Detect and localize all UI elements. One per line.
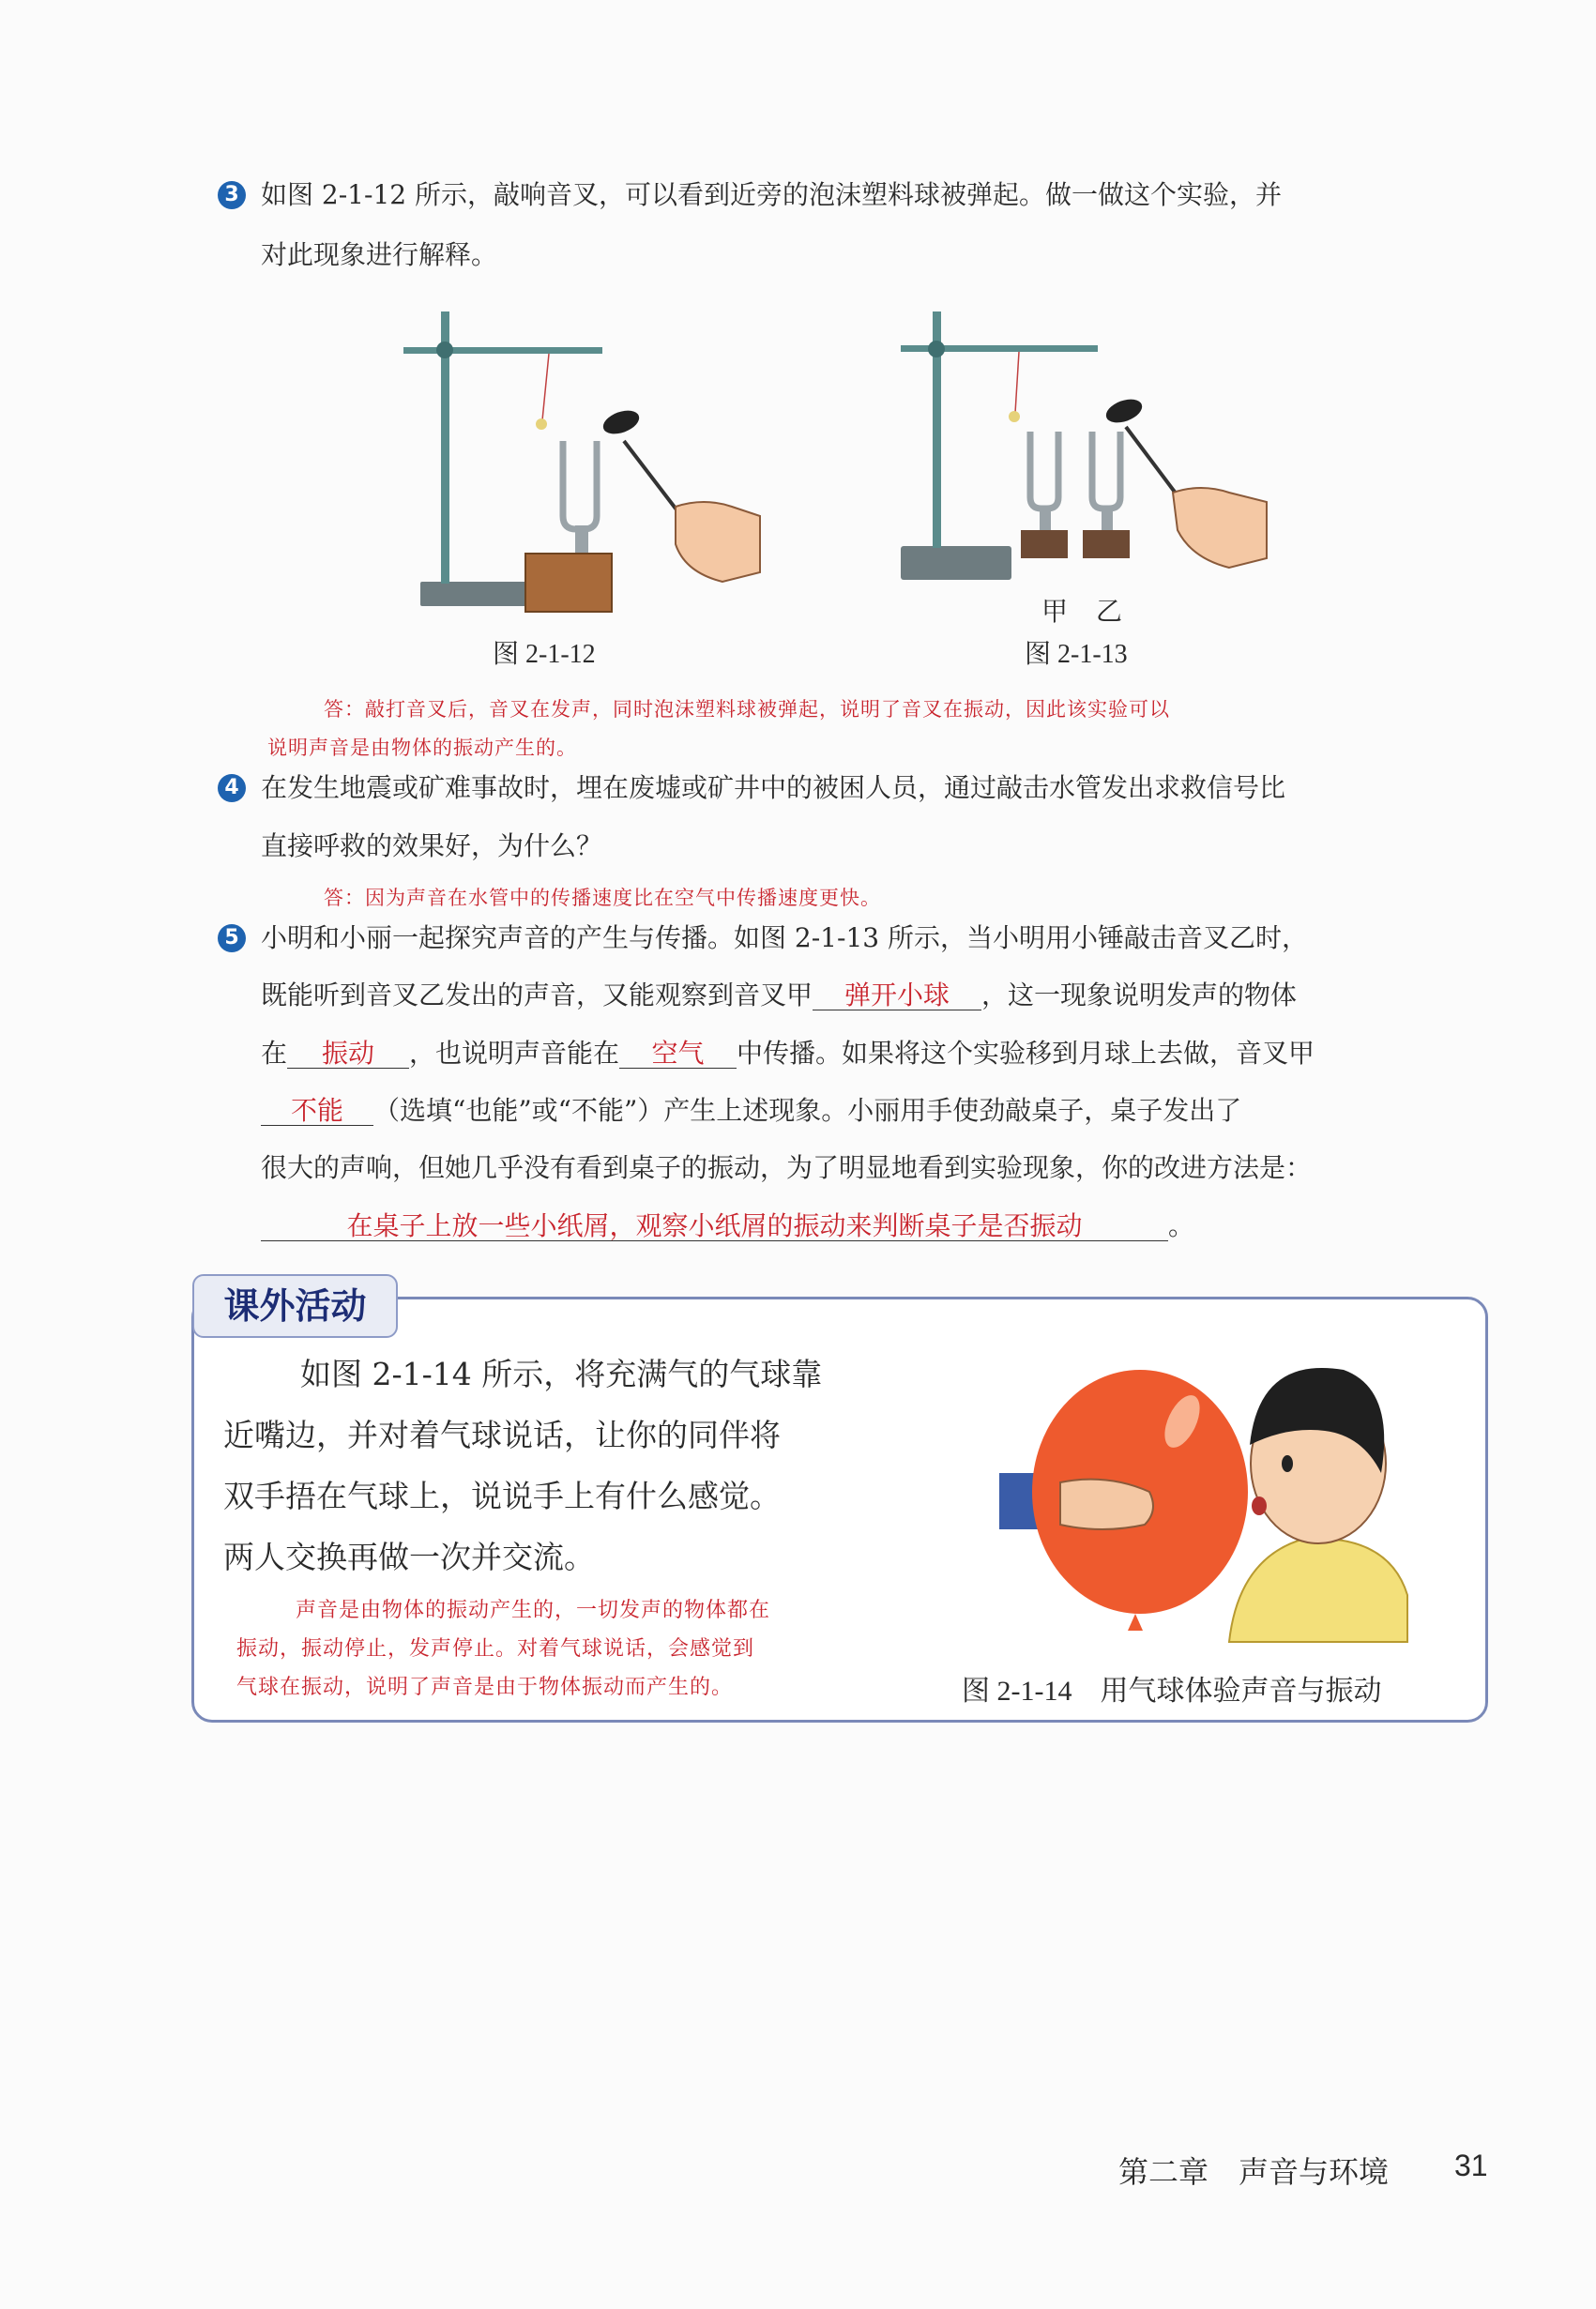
activity-text-line2: 近嘴边，并对着气球说话，让你的同伴将 (223, 1417, 781, 1453)
figure-2-1-13-label-b: 乙 (1096, 598, 1123, 627)
figure-2-1-13-illustration (901, 300, 1276, 600)
question-5-text-line3: 在 振动 ，也说明声音能在 空气 中传播。如果将这个实验移到月球上去做，音叉甲 (261, 1038, 1315, 1069)
question-3-text-line1: 如图 2-1-12 所示，敲响音叉，可以看到近旁的泡沫塑料球被弹起。做一做这个实验，并 (261, 179, 1282, 210)
answer-blank-4: 不能 (261, 1097, 373, 1126)
activity-text-line4: 两人交换再做一次并交流。 (223, 1539, 595, 1575)
figure-2-1-14-illustration (995, 1332, 1417, 1651)
question-5-number: 5 (218, 924, 246, 952)
question-5-text-line2: 既能听到音叉乙发出的声音，又能观察到音叉甲 弹开小球 ，这一现象说明发声的物体 (261, 980, 1298, 1010)
answer-blank-3: 空气 (619, 1040, 737, 1069)
activity-text-line1: 如图 2-1-14 所示，将充满气的气球靠 (300, 1356, 823, 1392)
question-5-text-line4: 不能 （选填“也能”或“不能”）产生上述现象。小丽用手使劲敲桌子，桌子发出了 (261, 1095, 1241, 1127)
figure-2-1-13-caption: 图 2-1-13 (1025, 640, 1128, 669)
question-4-text-line1: 在发生地震或矿难事故时，埋在废墟或矿井中的被困人员，通过敲击水管发出求救信号比 (261, 772, 1286, 803)
question-3-answer-line2: 说明声音是由物体的振动产生的。 (267, 737, 577, 759)
question-5-text-line1: 小明和小丽一起探究声音的产生与传播。如图 2-1-13 所示，当小明用小锤敲击音叉乙时， (261, 922, 1308, 953)
question-5-text-line6: 在桌子上放一些小纸屑，观察小纸屑的振动来判断桌子是否振动 。 (261, 1210, 1194, 1242)
question-4-text-line2: 直接呼救的效果好，为什么？ (261, 830, 603, 861)
figure-2-1-12-illustration (403, 300, 769, 619)
question-3-number: 3 (218, 181, 246, 209)
question-5-text-line5: 很大的声响，但她几乎没有看到桌子的振动，为了明显地看到实验现象，你的改进方法是： (261, 1152, 1313, 1183)
activity-answer-line3: 气球在振动，说明了声音是由于物体振动而产生的。 (236, 1676, 734, 1699)
activity-tag: 课外活动 (192, 1274, 398, 1338)
question-4-number: 4 (218, 774, 246, 802)
activity-text-line3: 双手捂在气球上，说说手上有什么感觉。 (223, 1478, 781, 1514)
figure-2-1-14-caption: 图 2-1-14 用气球体验声音与振动 (962, 1676, 1382, 1707)
figure-2-1-12-caption: 图 2-1-12 (493, 640, 596, 669)
question-4-answer: 答：因为声音在水管中的传播速度比在空气中传播速度更快。 (324, 887, 881, 909)
figure-2-1-13-label-a: 甲 (1041, 598, 1069, 627)
footer-chapter-title: 第二章 声音与环境 (1118, 2154, 1390, 2190)
question-3-answer-line1: 答：敲打音叉后，音叉在发声，同时泡沫塑料球被弹起，说明了音叉在振动，因此该实验可以 (324, 698, 1170, 721)
answer-blank-2: 振动 (287, 1040, 409, 1069)
page-number: 31 (1454, 2149, 1488, 2182)
answer-blank-1: 弹开小球 (813, 981, 981, 1010)
activity-answer-line1: 声音是由物体的振动产生的，一切发声的物体都在 (296, 1599, 771, 1622)
answer-blank-5: 在桌子上放一些小纸屑，观察小纸屑的振动来判断桌子是否振动 (261, 1212, 1168, 1241)
activity-answer-line2: 振动，振动停止，发声停止。对着气球说话，会感觉到 (236, 1637, 755, 1661)
question-3-text-line2: 对此现象进行解释。 (261, 239, 498, 270)
